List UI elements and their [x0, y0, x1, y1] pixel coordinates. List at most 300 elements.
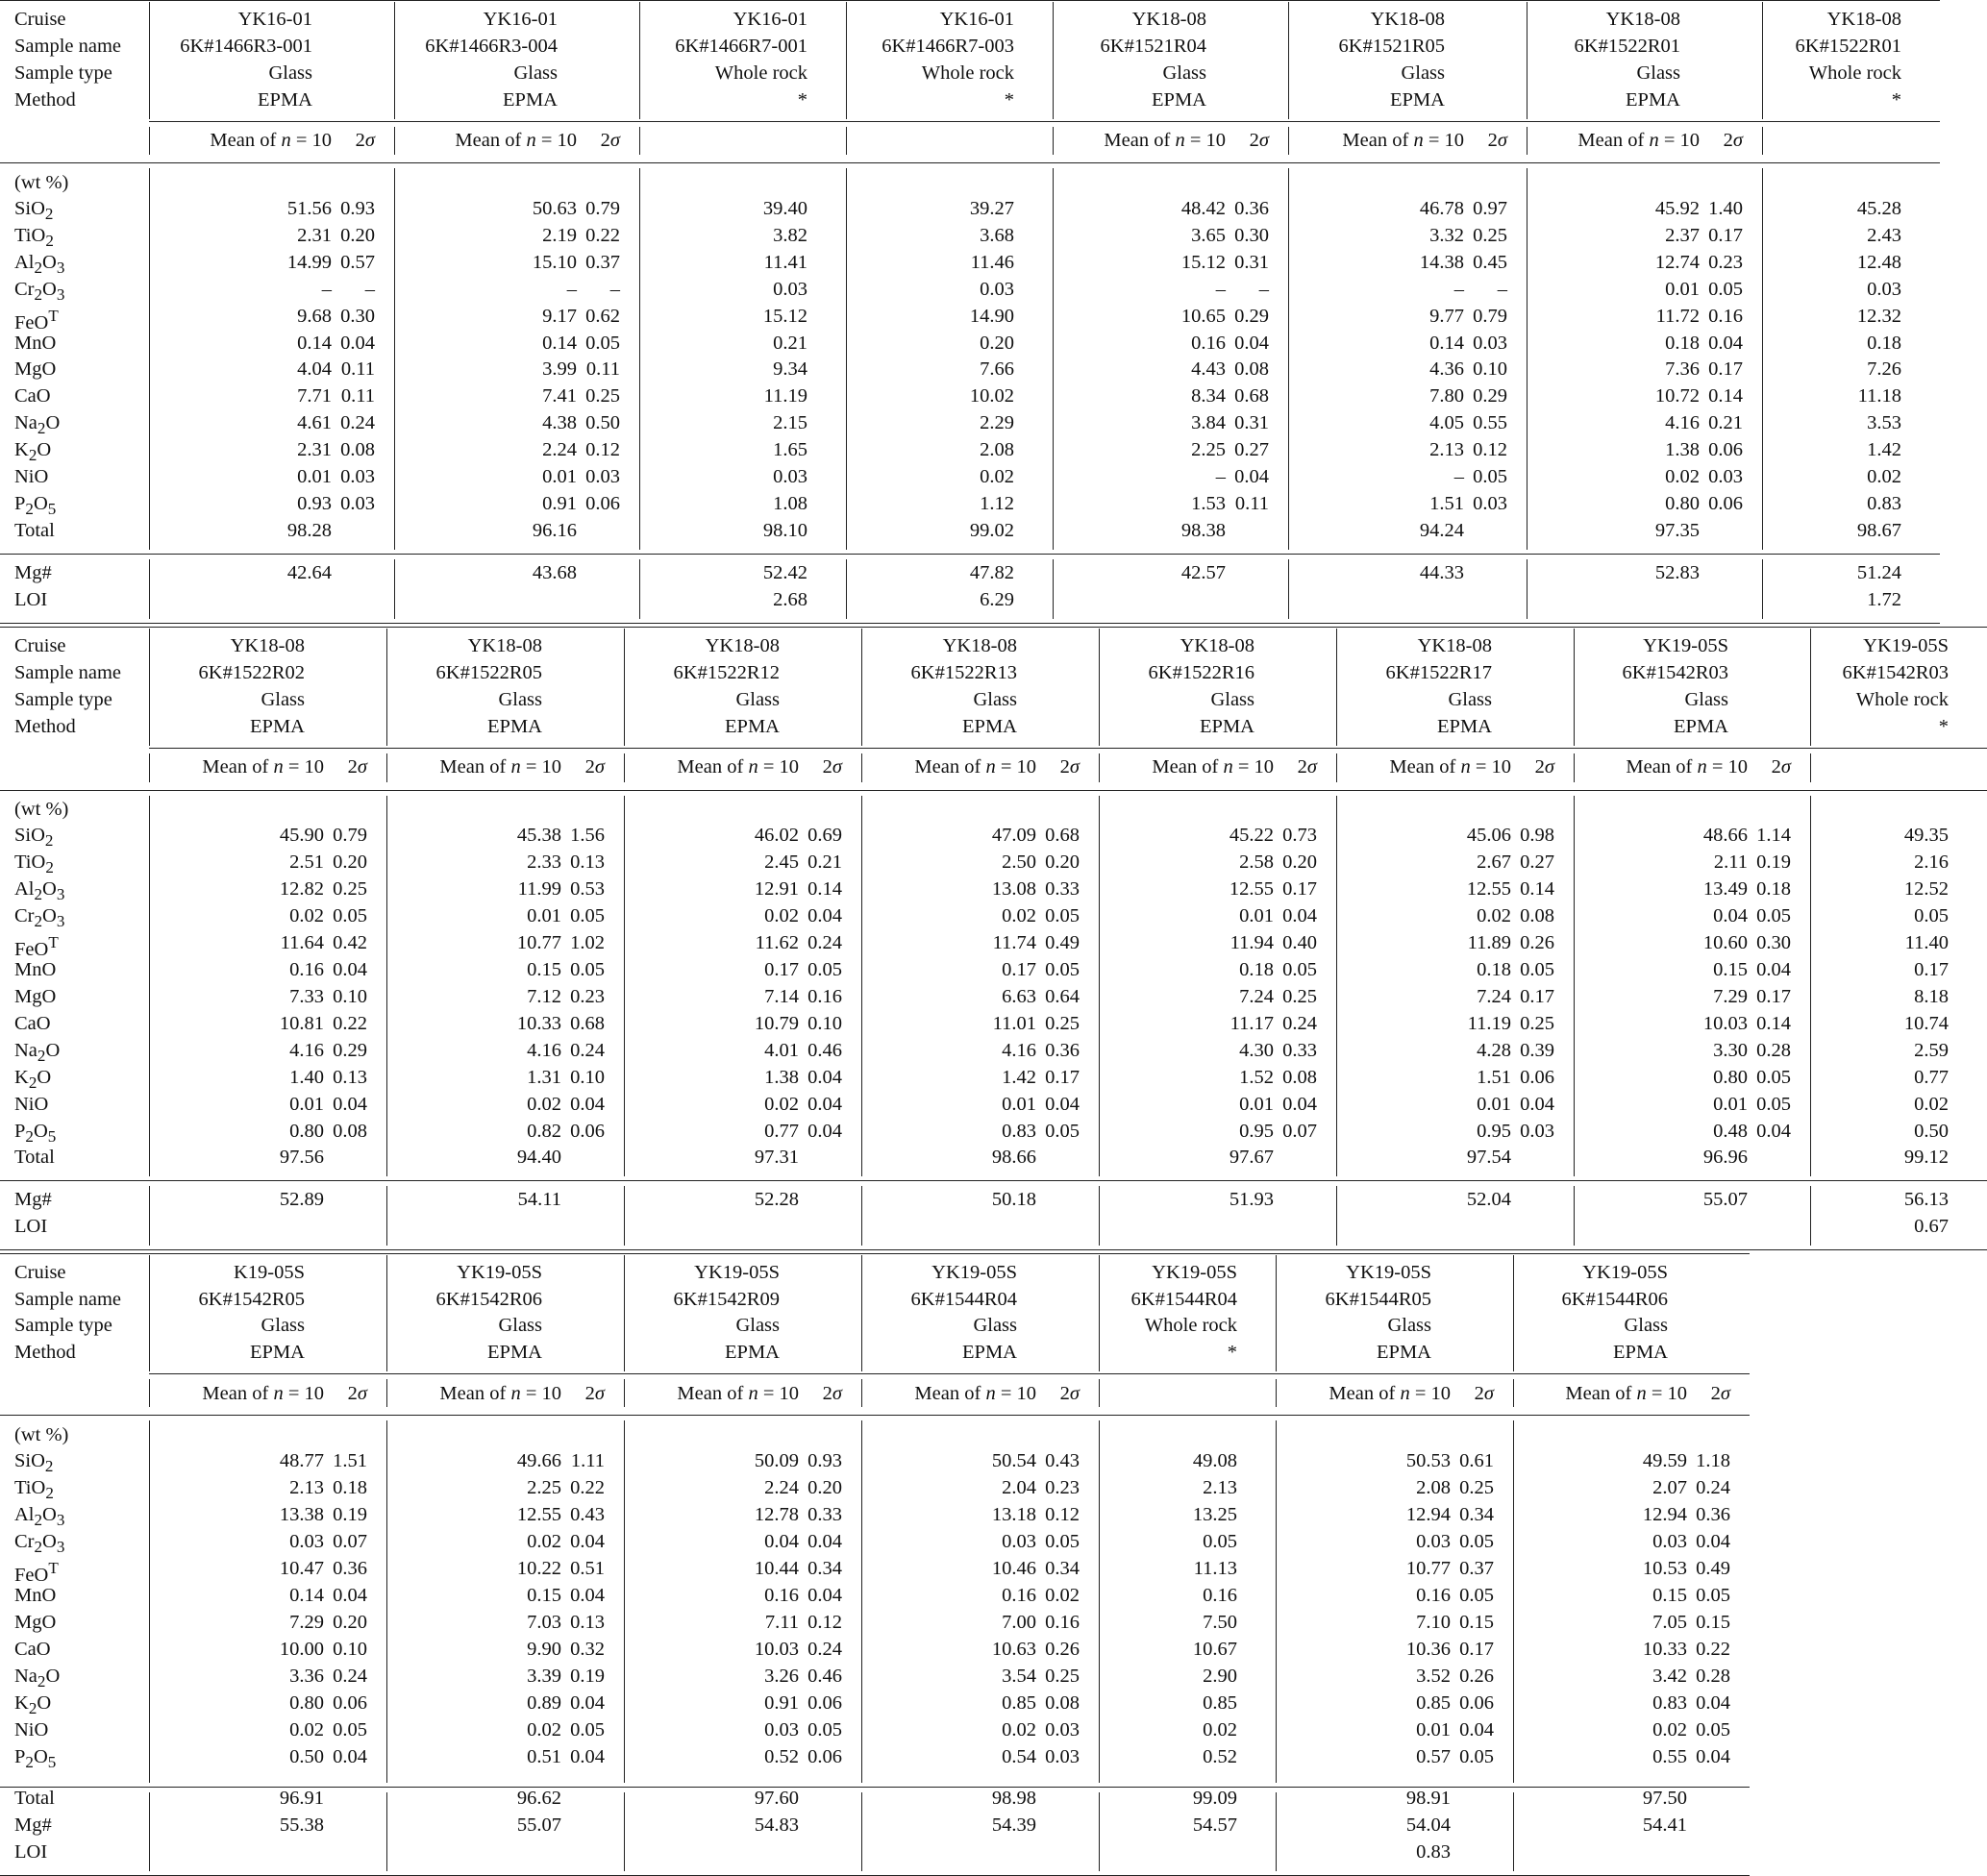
sample-type: Glass: [1401, 62, 1445, 84]
sample-method: EPMA: [487, 716, 542, 737]
sample-cruise: YK19-05S: [694, 1262, 780, 1283]
sigma-value: 0.43: [570, 1504, 605, 1525]
sigma-value: 0.29: [1234, 305, 1269, 327]
mean-value: 0.95: [1239, 1121, 1274, 1142]
mean-value: 10.36: [1405, 1639, 1451, 1660]
sigma-value: 0.03: [1473, 492, 1507, 514]
column-divider: [861, 796, 862, 1176]
mg-number-value: 54.11: [517, 1189, 561, 1210]
sigma-value: 0.04: [807, 1585, 842, 1606]
sigma-header: 2σ: [822, 1383, 842, 1404]
sigma-value: 0.22: [333, 1013, 367, 1034]
mean-value: 2.45: [764, 852, 799, 873]
sample-cruise: YK18-08: [705, 635, 780, 656]
sample-name: 6K#1521R04: [1100, 36, 1206, 57]
sigma-value: 0.79: [333, 825, 367, 846]
sample-name: 6K#1466R7-001: [675, 36, 807, 57]
mean-value: 0.02: [1002, 1719, 1036, 1740]
mg-number-value: 55.07: [516, 1814, 561, 1836]
mean-value: 3.99: [542, 358, 577, 381]
mean-value: 12.94: [1642, 1504, 1687, 1525]
oxide-label: MgO: [14, 986, 57, 1007]
sigma-value: –: [1258, 278, 1269, 300]
oxide-label: $K_2O$: [14, 1692, 52, 1718]
mean-value: 0.02: [527, 1531, 561, 1552]
column-divider: [394, 559, 395, 619]
sigma-value: 0.36: [1696, 1504, 1730, 1525]
mean-value: 12.48: [1856, 251, 1901, 273]
oxide-label: $Cr_2O_3$: [14, 278, 65, 304]
mean-value: –: [1215, 278, 1226, 300]
mean-value: 10.03: [1702, 1013, 1748, 1034]
mean-value: 3.30: [1713, 1040, 1748, 1061]
sample-type: Glass: [1387, 1315, 1431, 1336]
sample-name: 6K#1522R12: [673, 662, 780, 683]
sigma-value: 1.18: [1696, 1450, 1730, 1471]
mg-number-value: 52.83: [1654, 562, 1700, 583]
mean-value: 4.28: [1477, 1040, 1511, 1061]
sample-method: EPMA: [1152, 89, 1206, 111]
mean-header: Mean of n = 10: [1329, 1383, 1451, 1404]
total-value: 97.50: [1642, 1788, 1687, 1809]
sigma-value: 0.10: [1473, 358, 1507, 381]
mean-value: 0.80: [289, 1121, 324, 1142]
column-divider: [149, 1420, 150, 1783]
oxide-label: $Al_2O_3$: [14, 878, 65, 904]
sigma-value: 0.05: [1045, 1121, 1080, 1142]
mean-value: 10.03: [754, 1639, 799, 1660]
column-divider: [1527, 559, 1528, 619]
mean-value: 0.80: [289, 1692, 324, 1714]
mean-value: 50.63: [532, 198, 577, 219]
mean-value: 3.36: [289, 1666, 324, 1687]
mean-value: 0.02: [289, 905, 324, 926]
mean-value: 3.54: [1002, 1666, 1036, 1687]
mg-number-value: 52.42: [762, 562, 807, 583]
mean-value: 15.12: [762, 305, 807, 327]
mean-value: 2.19: [542, 224, 577, 246]
sigma-value: 0.04: [807, 1121, 842, 1142]
mean-header: Mean of n = 10: [914, 756, 1036, 778]
mean-value: 2.90: [1203, 1666, 1237, 1687]
sigma-value: 0.26: [1045, 1639, 1080, 1660]
mean-value: 4.05: [1429, 412, 1464, 434]
mg-number-value: 47.82: [969, 562, 1014, 583]
column-divider: [394, 168, 395, 550]
sample-name: 6K#1544R04: [1130, 1289, 1237, 1310]
mean-value: 7.50: [1203, 1612, 1237, 1633]
sigma-value: 0.79: [1473, 305, 1507, 327]
sigma-value: 0.32: [570, 1639, 605, 1660]
sample-cruise: YK19-05S: [1643, 635, 1728, 656]
sigma-value: 0.24: [1696, 1477, 1730, 1498]
sigma-header: 2σ: [355, 130, 375, 151]
sigma-value: 0.05: [1708, 278, 1743, 300]
sample-name: 6K#1542R06: [435, 1289, 542, 1310]
mean-value: 0.14: [297, 332, 332, 354]
mean-value: 4.38: [542, 412, 577, 434]
sigma-header: 2σ: [347, 1383, 367, 1404]
mean-value: 7.80: [1429, 385, 1464, 407]
row-label-method: Method: [14, 716, 76, 737]
total-value: 96.62: [516, 1788, 561, 1809]
column-divider: [1099, 1186, 1100, 1246]
total-value: 98.98: [991, 1788, 1036, 1809]
sample-cruise: YK18-08: [1370, 9, 1445, 30]
sigma-value: 0.68: [1234, 385, 1269, 407]
mg-number-label: Mg#: [14, 562, 52, 583]
sample-name: 6K#1521R05: [1338, 36, 1445, 57]
mean-value: 11.99: [517, 878, 561, 900]
column-divider: [1053, 2, 1054, 119]
sigma-value: 0.03: [1708, 466, 1743, 487]
mean-value: 0.03: [1867, 278, 1901, 300]
mean-value: 2.08: [980, 439, 1014, 461]
sigma-value: 0.39: [1520, 1040, 1554, 1061]
sigma-value: 0.17: [1282, 878, 1317, 900]
sigma-header: 2σ: [347, 756, 367, 778]
mean-value: 0.52: [764, 1746, 799, 1767]
oxide-label: $K_2O$: [14, 439, 52, 465]
mean-value: 0.18: [1239, 959, 1274, 980]
mean-value: 4.36: [1429, 358, 1464, 381]
mean-value: 0.03: [289, 1531, 324, 1552]
oxide-label: NiO: [14, 466, 49, 487]
sigma-value: 0.05: [1045, 959, 1080, 980]
mean-value: 0.50: [289, 1746, 324, 1767]
mean-value: 49.08: [1192, 1450, 1237, 1471]
column-divider: [1810, 1186, 1811, 1246]
sample-name: 6K#1522R01: [1574, 36, 1680, 57]
sigma-value: 0.23: [570, 986, 605, 1007]
sample-method: *: [797, 89, 807, 111]
sigma-value: 0.15: [1459, 1612, 1494, 1633]
sigma-header: 2σ: [1723, 130, 1743, 151]
mean-value: 10.65: [1180, 305, 1226, 327]
sigma-value: 0.06: [1708, 439, 1743, 461]
oxide-label: FeO$^T$: [14, 933, 59, 960]
mean-value: 45.92: [1654, 198, 1700, 219]
mean-value: 9.77: [1429, 305, 1464, 327]
column-divider: [1276, 1420, 1277, 1783]
sigma-value: 0.25: [585, 385, 620, 407]
sigma-value: 0.16: [807, 986, 842, 1007]
mean-value: 12.74: [1654, 251, 1700, 273]
sigma-value: 0.03: [1045, 1746, 1080, 1767]
mean-value: 0.02: [764, 1094, 799, 1115]
mean-value: 0.01: [1239, 1094, 1274, 1115]
sigma-header: 2σ: [822, 756, 842, 778]
column-divider: [861, 1379, 862, 1407]
sample-cruise: YK18-08: [1605, 9, 1680, 30]
sigma-value: 0.05: [333, 905, 367, 926]
sigma-header: 2σ: [584, 756, 605, 778]
column-divider: [386, 1255, 387, 1371]
sigma-value: 0.14: [1520, 878, 1554, 900]
column-divider: [1336, 1186, 1337, 1246]
rule-top: [0, 0, 1940, 1]
mean-value: 45.06: [1466, 825, 1511, 846]
mean-value: 2.51: [289, 852, 324, 873]
oxide-label: $P_2O_5$: [14, 492, 57, 518]
sigma-value: 0.19: [1756, 852, 1791, 873]
column-divider: [1053, 559, 1054, 619]
unit-label: (wt %): [14, 799, 69, 820]
rule-bottom: [0, 623, 1940, 624]
column-divider: [1099, 796, 1100, 1176]
mean-value: 1.42: [1867, 439, 1901, 461]
rule-top: [0, 627, 1987, 628]
sigma-value: 0.24: [1282, 1013, 1317, 1034]
sigma-value: 0.05: [570, 959, 605, 980]
sigma-value: 0.26: [1459, 1666, 1494, 1687]
sample-cruise: YK19-05S: [1346, 1262, 1431, 1283]
sample-method: EPMA: [962, 1342, 1017, 1363]
mean-value: 46.02: [754, 825, 799, 846]
column-divider: [386, 1792, 387, 1871]
column-divider: [1513, 1420, 1514, 1783]
rule-subheader: [0, 1415, 1750, 1416]
sigma-value: 0.20: [340, 224, 375, 246]
sample-type: Glass: [261, 689, 305, 710]
mean-value: 6.63: [1002, 986, 1036, 1007]
oxide-label: MgO: [14, 1612, 57, 1633]
sigma-value: 0.05: [1756, 1067, 1791, 1088]
mean-value: 0.01: [1665, 278, 1700, 300]
oxide-label: TiO$_2$: [14, 1477, 54, 1503]
column-divider: [149, 753, 150, 782]
column-divider: [149, 1792, 150, 1871]
sample-cruise: YK18-08: [230, 635, 305, 656]
sample-method: *: [1227, 1342, 1237, 1363]
loi-label: LOI: [14, 1216, 48, 1237]
mean-value: 45.22: [1229, 825, 1274, 846]
sigma-value: 0.03: [340, 466, 375, 487]
sigma-value: 0.64: [1045, 986, 1080, 1007]
mg-number-value: 42.57: [1180, 562, 1226, 583]
mean-value: 13.49: [1702, 878, 1748, 900]
sample-method: EPMA: [962, 716, 1017, 737]
mg-number-value: 55.07: [1702, 1189, 1748, 1210]
oxide-label: $Na_2O$: [14, 1666, 61, 1691]
mean-value: 0.18: [1477, 959, 1511, 980]
column-divider: [1053, 168, 1054, 550]
column-divider: [624, 1255, 625, 1371]
mean-value: 7.24: [1477, 986, 1511, 1007]
column-divider: [1810, 796, 1811, 1176]
column-divider: [149, 1379, 150, 1407]
sigma-value: 0.21: [807, 852, 842, 873]
column-divider: [386, 1186, 387, 1246]
mean-value: 12.55: [1466, 878, 1511, 900]
total-value: 98.66: [991, 1147, 1036, 1168]
sigma-header: 2σ: [1487, 130, 1507, 151]
sigma-value: 0.06: [1459, 1692, 1494, 1714]
mean-value: 3.82: [773, 224, 807, 246]
mean-value: 0.02: [980, 466, 1014, 487]
sigma-value: 0.25: [1520, 1013, 1554, 1034]
mean-value: 0.01: [1002, 1094, 1036, 1115]
sigma-value: 0.22: [1696, 1639, 1730, 1660]
sample-method: EPMA: [725, 716, 780, 737]
sigma-value: 0.04: [1756, 1121, 1791, 1142]
sample-method: EPMA: [258, 89, 312, 111]
column-divider: [1527, 127, 1528, 155]
mean-value: 3.65: [1191, 224, 1226, 246]
sigma-value: 0.36: [1234, 198, 1269, 219]
mean-value: 0.01: [527, 905, 561, 926]
mean-value: 10.79: [754, 1013, 799, 1034]
sigma-value: 0.04: [333, 1094, 367, 1115]
column-divider: [1574, 796, 1575, 1176]
sigma-value: 0.93: [807, 1450, 842, 1471]
total-value: 96.16: [532, 520, 577, 541]
mg-number-value: 54.57: [1192, 1814, 1237, 1836]
sample-method: EPMA: [487, 1342, 542, 1363]
sample-method: EPMA: [1200, 716, 1254, 737]
row-label-cruise: Cruise: [14, 1262, 66, 1283]
sample-method: EPMA: [1613, 1342, 1668, 1363]
mean-value: 0.02: [1867, 466, 1901, 487]
mean-value: 0.03: [764, 1719, 799, 1740]
mean-value: 49.59: [1642, 1450, 1687, 1471]
mean-value: 0.02: [527, 1719, 561, 1740]
mean-value: 2.15: [773, 412, 807, 434]
mean-value: 12.52: [1903, 878, 1949, 900]
column-divider: [394, 127, 395, 155]
mg-number-value: 50.18: [991, 1189, 1036, 1210]
mean-value: 1.53: [1191, 492, 1226, 514]
sigma-value: 0.51: [570, 1558, 605, 1579]
mean-value: 11.41: [763, 251, 807, 273]
mg-number-value: 51.24: [1856, 562, 1901, 583]
total-value: 96.96: [1702, 1147, 1748, 1168]
column-divider: [149, 2, 150, 119]
mean-value: 10.46: [991, 1558, 1036, 1579]
sample-name: 6K#1542R09: [673, 1289, 780, 1310]
sigma-value: 0.04: [570, 1531, 605, 1552]
mean-value: 3.68: [980, 224, 1014, 246]
sigma-value: 0.19: [333, 1504, 367, 1525]
column-divider: [861, 753, 862, 782]
sample-name: 6K#1544R05: [1325, 1289, 1431, 1310]
mean-value: 0.05: [1203, 1531, 1237, 1552]
sigma-value: 0.05: [1473, 466, 1507, 487]
oxide-label: $P_2O_5$: [14, 1746, 57, 1772]
mean-header: Mean of n = 10: [1152, 756, 1274, 778]
column-divider: [624, 629, 625, 746]
mean-value: 0.85: [1002, 1692, 1036, 1714]
mean-header: Mean of n = 10: [1565, 1383, 1687, 1404]
total-label: Total: [14, 1788, 55, 1809]
oxide-label: MnO: [14, 959, 57, 980]
sample-cruise: YK19-05S: [1582, 1262, 1668, 1283]
mean-value: 3.84: [1191, 412, 1226, 434]
column-divider: [386, 796, 387, 1176]
mean-value: 0.80: [1713, 1067, 1748, 1088]
sigma-value: 0.53: [570, 878, 605, 900]
sample-type: Glass: [268, 62, 312, 84]
sigma-value: 0.25: [1459, 1477, 1494, 1498]
total-value: 94.40: [516, 1147, 561, 1168]
sigma-value: 0.04: [570, 1585, 605, 1606]
sigma-value: 0.08: [340, 439, 375, 461]
mean-value: 0.15: [1713, 959, 1748, 980]
sigma-value: 0.73: [1282, 825, 1317, 846]
unit-label: (wt %): [14, 1424, 69, 1445]
total-value: 98.28: [286, 520, 332, 541]
mean-value: 1.65: [773, 439, 807, 461]
sigma-value: 0.25: [1282, 986, 1317, 1007]
sigma-value: 0.04: [1696, 1692, 1730, 1714]
mean-value: 12.78: [754, 1504, 799, 1525]
row-label-cruise: Cruise: [14, 9, 66, 30]
sigma-value: 0.36: [333, 1558, 367, 1579]
mean-value: 48.42: [1180, 198, 1226, 219]
sample-type: Glass: [261, 1315, 305, 1336]
sigma-value: 0.10: [333, 1639, 367, 1660]
mean-value: 50.54: [991, 1450, 1036, 1471]
mean-value: 10.77: [1405, 1558, 1451, 1579]
mean-value: 2.13: [289, 1477, 324, 1498]
column-divider: [1276, 1255, 1277, 1371]
sigma-value: 0.33: [1282, 1040, 1317, 1061]
sigma-value: 0.05: [333, 1719, 367, 1740]
mean-value: 2.31: [297, 224, 332, 246]
sigma-header: 2σ: [1249, 130, 1269, 151]
sigma-value: 0.04: [340, 332, 375, 354]
oxide-label: $Cr_2O_3$: [14, 905, 65, 931]
sigma-value: 0.34: [807, 1558, 842, 1579]
column-divider: [386, 1420, 387, 1783]
mean-value: 12.91: [754, 878, 799, 900]
sigma-value: 0.05: [1459, 1585, 1494, 1606]
sigma-value: 0.05: [1696, 1585, 1730, 1606]
mean-value: 0.03: [1652, 1531, 1687, 1552]
mean-value: 1.12: [980, 492, 1014, 514]
row-label-method: Method: [14, 1342, 76, 1363]
sigma-value: 1.14: [1756, 825, 1791, 846]
mean-value: 10.67: [1192, 1639, 1237, 1660]
sample-type: Whole rock: [714, 62, 807, 84]
sigma-value: 0.03: [585, 466, 620, 487]
mean-value: 0.01: [289, 1094, 324, 1115]
mean-value: 0.15: [1652, 1585, 1687, 1606]
mean-value: 7.71: [297, 385, 332, 407]
mean-value: 7.10: [1416, 1612, 1451, 1633]
sigma-value: 0.05: [1459, 1746, 1494, 1767]
mean-value: 7.24: [1239, 986, 1274, 1007]
sigma-value: 0.33: [1045, 878, 1080, 900]
sigma-value: 1.11: [570, 1450, 605, 1471]
total-value: 98.91: [1405, 1788, 1451, 1809]
sigma-value: 0.08: [333, 1121, 367, 1142]
sigma-value: 0.08: [1282, 1067, 1317, 1088]
sigma-value: 0.05: [1520, 959, 1554, 980]
mean-value: 45.90: [279, 825, 324, 846]
sample-cruise: YK19-05S: [931, 1262, 1017, 1283]
sigma-value: 0.27: [1234, 439, 1269, 461]
sigma-value: 0.25: [1473, 224, 1507, 246]
sigma-value: 0.62: [585, 305, 620, 327]
sample-type: Glass: [1448, 689, 1492, 710]
oxide-label: $K_2O$: [14, 1067, 52, 1093]
column-divider: [1762, 127, 1763, 155]
mean-value: 46.78: [1419, 198, 1464, 219]
sigma-value: 0.03: [1473, 332, 1507, 354]
mean-value: 0.04: [1713, 905, 1748, 926]
sample-method: EPMA: [1626, 89, 1680, 111]
